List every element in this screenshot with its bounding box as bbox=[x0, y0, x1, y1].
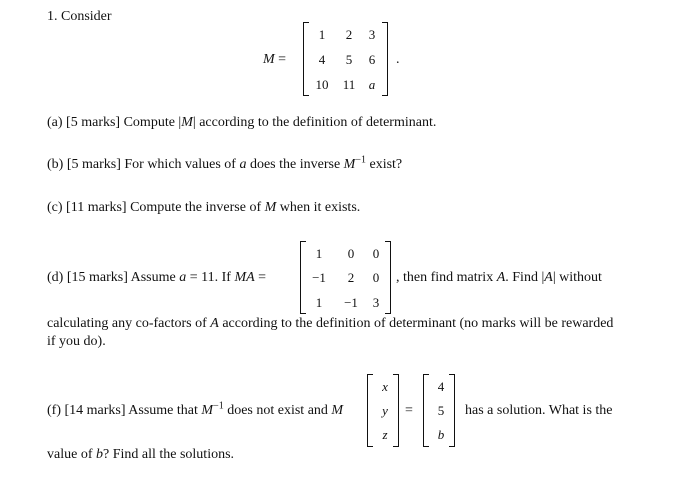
vector-xyz-cell: x bbox=[382, 379, 388, 394]
matrix-m-cell: 1 bbox=[318, 27, 326, 42]
matrix-d-cell: 1 bbox=[315, 246, 323, 261]
matrix-d-cell: 0 bbox=[347, 246, 355, 261]
question-header bbox=[47, 9, 112, 25]
part-c: (c) [11 marks] Compute the inverse of M when it exists. bbox=[47, 200, 361, 215]
part-f-line1-right: has a solution. What is the bbox=[465, 403, 613, 418]
part-d-line1-left: (d) [15 marks] Assume a = 11. If MA = bbox=[47, 270, 267, 285]
matrix-m-label: M = bbox=[263, 52, 287, 67]
matrix-m-cell: 2 bbox=[345, 27, 353, 42]
matrix-d-cell: 3 bbox=[372, 295, 380, 310]
matrix-m-cell: 3 bbox=[368, 27, 376, 42]
part-d-line3: if you do). bbox=[47, 334, 106, 349]
part-f-line2: value of b? Find all the solutions. bbox=[47, 447, 235, 462]
vector-xyz-cell: z bbox=[382, 427, 388, 442]
vector-rhs-cell: b bbox=[437, 427, 445, 442]
matrix-m-cell: 6 bbox=[368, 52, 376, 67]
part-b: (b) [5 marks] For which values of a does the inverse $M^{-1}$ exist? bbox=[47, 154, 403, 172]
matrix-d-cell: −1 bbox=[344, 295, 358, 310]
matrix-m-cell: 5 bbox=[345, 52, 353, 67]
matrix-m-cell: 4 bbox=[318, 52, 326, 67]
vector-rhs-cell: 5 bbox=[437, 403, 445, 418]
part-f-line1-left: (f) [14 marks] Assume that $M^{-1}$ does not exist and M bbox=[47, 400, 344, 418]
matrix-d-cell: −1 bbox=[312, 270, 326, 285]
matrix-m-cell: a bbox=[368, 77, 376, 92]
part-f-equals: = bbox=[405, 403, 413, 418]
matrix-m-cell: 11 bbox=[342, 77, 356, 92]
matrix-m-cell: 10 bbox=[315, 77, 329, 92]
part-a: (a) [5 marks] Compute |M| according to the definition of determinant. bbox=[47, 115, 437, 130]
matrix-d-cell: 0 bbox=[372, 270, 380, 285]
matrix-d-cell: 1 bbox=[315, 295, 323, 310]
matrix-d-cell: 2 bbox=[347, 270, 355, 285]
question-intro: Consider bbox=[61, 9, 112, 24]
question-number: 1. bbox=[47, 9, 58, 24]
part-d-line1-right: , then find matrix A. Find |A| without bbox=[396, 270, 602, 285]
matrix-m-period: . bbox=[396, 52, 400, 67]
matrix-m-left-bracket bbox=[303, 22, 309, 96]
matrix-d-cell: 0 bbox=[372, 246, 380, 261]
matrix-d-left-bracket bbox=[300, 241, 306, 314]
part-d-line2: calculating any co-factors of A according to the definition of determinant (no marks will be rewarded bbox=[47, 316, 614, 331]
vector-xyz-cell: y bbox=[382, 403, 388, 418]
vector-rhs-cell: 4 bbox=[437, 379, 445, 394]
